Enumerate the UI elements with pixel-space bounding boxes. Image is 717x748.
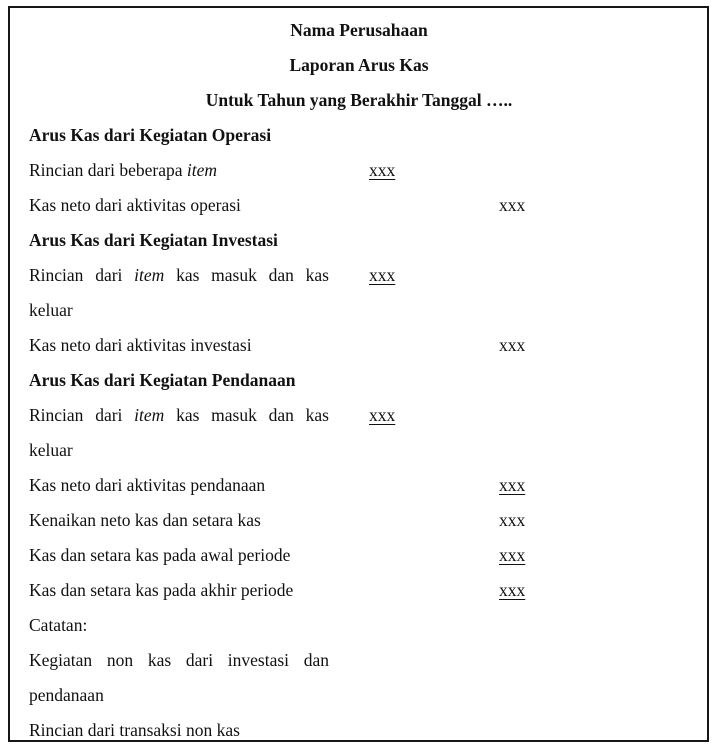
row-label-part: kas masuk dan kas keluar [29,405,329,460]
statement-row [29,468,689,503]
row-label [29,258,329,328]
row-label-part: Kas dan setara kas pada awal periode [29,545,291,565]
row-label-part: Kenaikan neto kas dan setara kas [29,510,261,530]
amount-value: xxx [369,265,396,285]
row-label [29,468,329,503]
statement-row [29,503,689,538]
company-name: Nama Perusahaan [290,20,428,40]
statement-row [29,608,689,643]
row-label-part: Rincian dari [29,405,135,425]
statement-row [29,713,689,742]
row-label-part: Catatan: [29,615,88,635]
row-label-part: Kas neto dari aktivitas investasi [29,335,252,355]
amount-column-2 [499,328,689,363]
cash-flow-statement-sheet [8,6,709,742]
row-label-italic-part: item [186,160,218,180]
amount-column-2 [499,468,689,503]
amount-column-2 [499,503,689,538]
amount-column-1 [369,258,499,293]
row-label-part: Rincian dari beberapa [29,160,187,180]
row-label-part: Kas neto dari aktivitas operasi [29,195,241,215]
row-label-part: Rincian dari transaksi non kas [29,720,240,740]
statement-row [29,188,689,223]
statement-row [29,573,689,608]
statement-row [29,643,689,713]
row-label-italic-part: item [134,405,165,425]
row-label-part: Rincian dari [29,265,135,285]
amount-value: xxx [499,195,526,215]
statement-row [29,258,689,328]
report-title: Laporan Arus Kas [289,55,429,75]
amount-value: xxx [499,580,526,600]
row-label [29,328,329,363]
amount-value: xxx [499,475,526,495]
period-line: Untuk Tahun yang Berakhir Tanggal ….. [205,90,513,110]
row-label [29,398,329,468]
amount-value: xxx [369,160,396,180]
statement-row [29,328,689,363]
amount-value: xxx [499,335,526,355]
row-label-part: Kegiatan non kas dari investasi dan pendanaan [29,650,329,705]
amount-column-2 [499,188,689,223]
row-label [29,713,329,742]
statement-row [29,153,689,188]
amount-column-1 [369,153,499,188]
row-label [29,188,329,223]
row-label-part: Kas dan setara kas pada akhir periode [29,580,294,600]
statement-row [29,398,689,468]
row-label-part: kas masuk dan kas keluar [29,265,329,320]
row-label [29,538,329,573]
amount-value: xxx [499,545,526,565]
row-label [29,503,329,538]
amount-column-1 [369,398,499,433]
amount-value: xxx [369,405,396,425]
statement-row [29,538,689,573]
section-heading: Arus Kas dari Kegiatan Investasi [29,230,278,250]
row-label [29,643,329,713]
row-label-italic-part: item [134,265,165,285]
amount-value: xxx [499,510,526,530]
row-label [29,573,329,608]
row-label-part: Kas neto dari aktivitas pendanaan [29,475,266,495]
amount-column-2 [499,538,689,573]
section-heading: Arus Kas dari Kegiatan Pendanaan [29,370,296,390]
row-label [29,608,329,643]
statement-body [29,118,689,742]
amount-column-2 [499,573,689,608]
row-label [29,153,329,188]
section-heading: Arus Kas dari Kegiatan Operasi [29,125,272,145]
